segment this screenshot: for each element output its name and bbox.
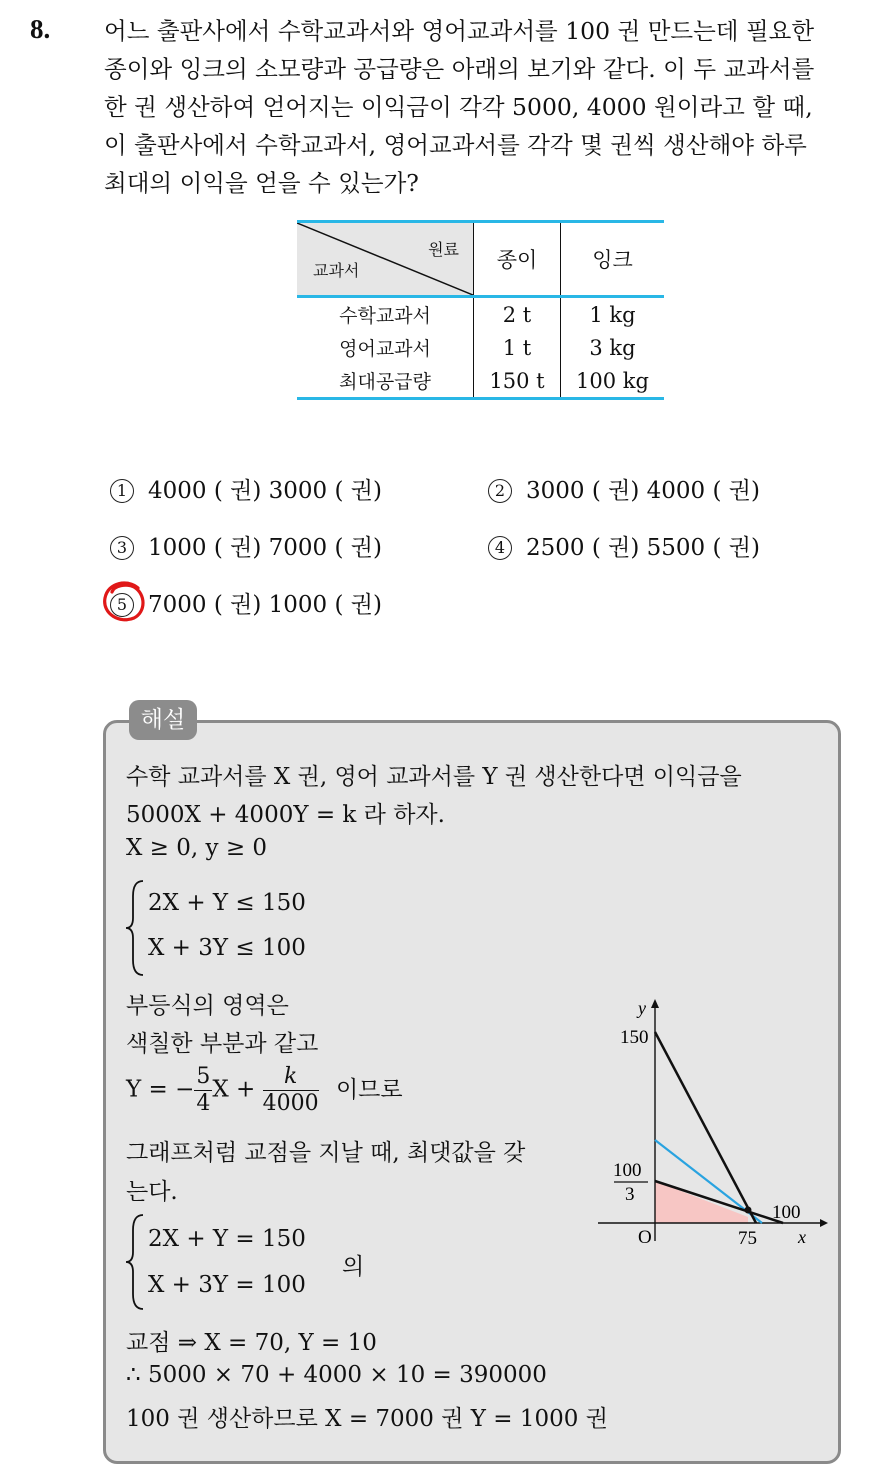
tick-label-150: 150 (620, 1027, 649, 1048)
question-line: 이 출판사에서 수학교과서, 영어교과서를 각각 몇 권씩 생산해야 하루 (104, 131, 807, 159)
equation-suffix: 이므로 (335, 1076, 403, 1103)
answer-circle-mark (100, 578, 150, 626)
choice-3[interactable] (110, 529, 382, 562)
choice-text: 3000 ( 권) 4000 ( 권) (526, 478, 760, 504)
resource-table (297, 220, 664, 400)
question-line: 최대의 이익을 얻을 수 있는가? (104, 169, 419, 197)
cell-ink: 100 kg (561, 364, 665, 399)
explanation-line: 교점 ⇒ X = 70, Y = 10 (126, 1330, 377, 1356)
inequality-1: 2X + Y ≤ 150 (148, 890, 306, 916)
row-label: 영어교과서 (339, 338, 431, 360)
question-line: 종이와 잉크의 소모량과 공급량은 아래의 보기와 같다. 이 두 교과서를 (104, 55, 815, 83)
tick-label-100: 100 (772, 1202, 801, 1223)
explanation-line: 5000X + 4000Y = k 라 하자. (126, 802, 445, 828)
equation-prefix: Y = − (126, 1076, 195, 1103)
feasible-region-graph (598, 996, 828, 1256)
y-axis-label: y (638, 998, 646, 1018)
explanation-line: 색칠한 부분과 같고 (126, 1031, 319, 1057)
equation-1: 2X + Y = 150 (148, 1226, 306, 1252)
row-label: 수학교과서 (339, 305, 431, 327)
question-text (104, 12, 864, 202)
choice-1[interactable] (110, 472, 382, 505)
objective-equation (126, 1064, 403, 1117)
equation-middle: X + (212, 1076, 256, 1103)
header-material-label: 원료 (428, 240, 459, 259)
inequality-2: X + 3Y ≤ 100 (148, 935, 306, 961)
fraction-k-4000: $\frac{k}{4000}$ (262, 1064, 319, 1116)
explanation-line: 부등식의 영역은 (126, 993, 289, 1019)
equation-system (124, 1212, 365, 1316)
column-header-paper: 종이 (474, 222, 561, 297)
tick-label-100-num: 100 (613, 1160, 642, 1181)
cell-ink: 1 kg (561, 297, 665, 332)
explanation-tag: 해설 (129, 700, 197, 740)
choice-text: 1000 ( 권) 7000 ( 권) (148, 535, 382, 561)
question-number: 8. (30, 14, 51, 44)
choice-marker: 2 (488, 479, 512, 503)
choice-marker: 4 (488, 536, 512, 560)
question-line: 어느 출판사에서 수학교과서와 영어교과서를 100 권 만드는데 필요한 (104, 17, 815, 45)
explanation-line: 수학 교과서를 X 권, 영어 교과서를 Y 권 생산한다면 이익금을 (126, 764, 742, 790)
choice-marker: 1 (110, 479, 134, 503)
header-textbook-label: 교과서 (313, 261, 360, 280)
choice-text: 4000 ( 권) 3000 ( 권) (148, 478, 382, 504)
explanation-line: 100 권 생산하므로 X = 7000 권 Y = 1000 권 (126, 1406, 608, 1432)
choice-marker: 3 (110, 536, 134, 560)
cell-paper: 150 t (474, 364, 561, 399)
row-label: 최대공급량 (297, 364, 474, 399)
explanation-line: 는다. (126, 1179, 178, 1205)
explanation-line: 그래프처럼 교점을 지날 때, 최댓값을 갖 (126, 1140, 526, 1166)
equation-suffix: 의 (342, 1254, 365, 1280)
diagonal-header-cell (297, 222, 474, 297)
x-axis-label: x (798, 1227, 806, 1247)
question-line: 한 권 생산하여 얻어지는 이익금이 각각 5000, 4000 원이라고 할 때, (104, 93, 813, 121)
tick-label-75: 75 (738, 1228, 757, 1249)
cell-ink: 3 kg (561, 331, 665, 364)
choice-text: 2500 ( 권) 5500 ( 권) (526, 535, 760, 561)
origin-label: O (638, 1227, 652, 1248)
inequality-system (124, 878, 306, 982)
choice-4[interactable] (488, 529, 760, 562)
explanation-line: ∴ 5000 × 70 + 4000 × 10 = 390000 (126, 1362, 547, 1388)
choice-5[interactable] (110, 586, 382, 619)
explanation-line: X ≥ 0, y ≥ 0 (126, 835, 268, 861)
fraction-5-4: $\frac{5}{4}$ (196, 1064, 211, 1116)
intersection-point (745, 1207, 752, 1214)
left-brace (124, 1212, 146, 1312)
cell-paper: 2 t (474, 297, 561, 332)
equation-2: X + 3Y = 100 (148, 1272, 306, 1298)
x-axis-arrow (820, 1219, 828, 1227)
choice-2[interactable] (488, 472, 760, 505)
left-brace (124, 878, 146, 978)
cell-paper: 1 t (474, 331, 561, 364)
y-axis-arrow (651, 999, 659, 1008)
tick-label-100-den: 3 (625, 1184, 635, 1205)
column-header-ink: 잉크 (561, 222, 665, 297)
choice-marker: 5 (110, 593, 134, 617)
choice-text: 7000 ( 권) 1000 ( 권) (148, 592, 382, 618)
